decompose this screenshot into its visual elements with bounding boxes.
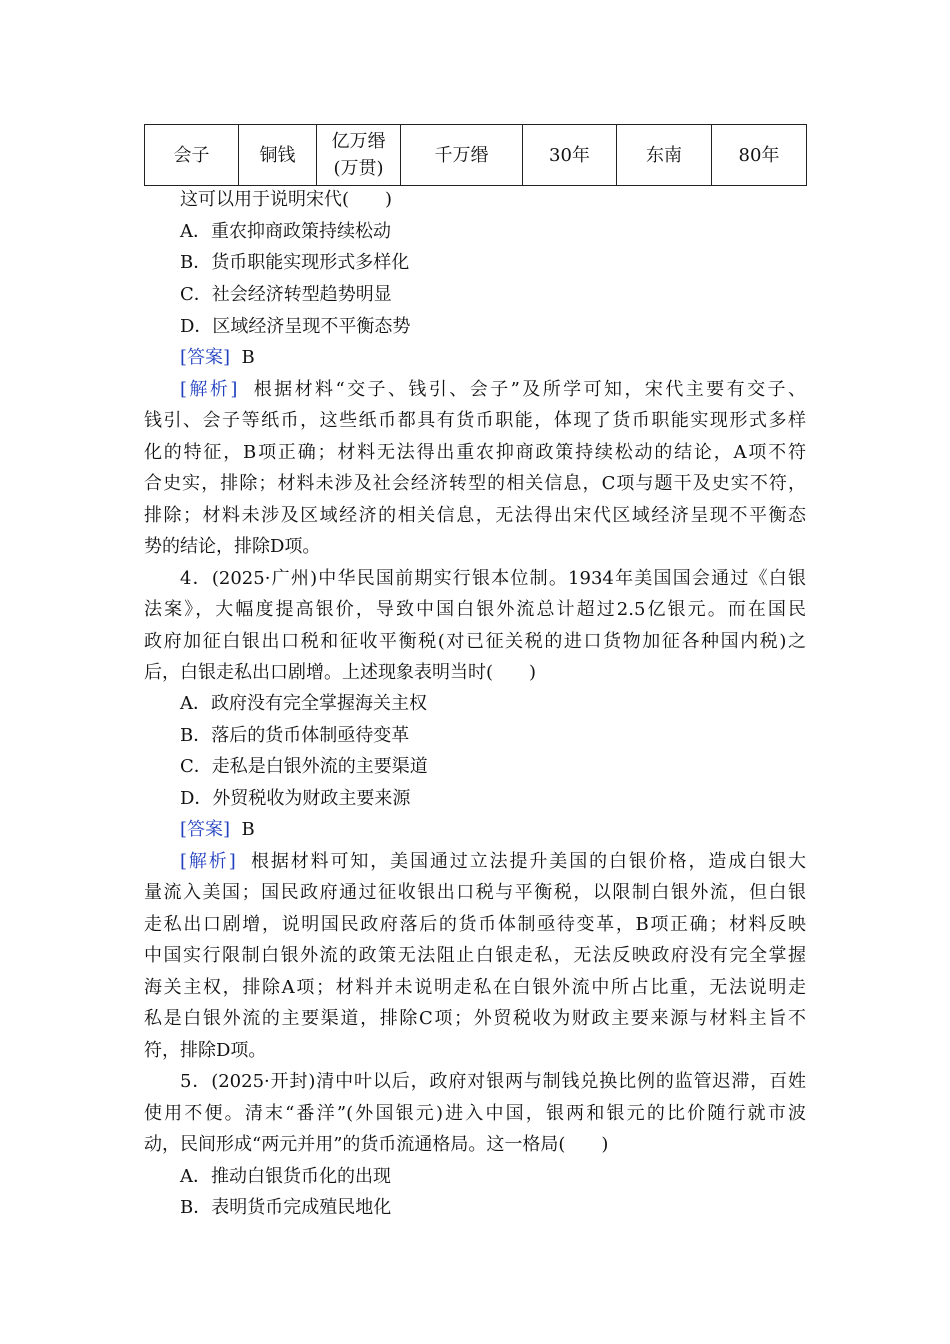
- data-table: [144, 124, 807, 186]
- analysis-line: [180, 374, 806, 405]
- analysis-line: 符，排除D项。: [144, 1040, 267, 1061]
- answer-tag: [答案]: [180, 347, 231, 368]
- table-cell: 会子: [145, 125, 239, 186]
- option-c: C．社会经济转型趋势明显: [180, 284, 392, 305]
- question-stem: 后，白银走私出口剧增。上述现象表明当时( ): [144, 662, 537, 683]
- analysis-line: 中国实行限制白银外流的政策无法阻止白银走私，无法反映政府没有完全掌握: [144, 945, 806, 966]
- analysis-text: 根据材料“交子、钱引、会子”及所学可知，宋代主要有交子、: [253, 379, 806, 400]
- answer-line: [180, 814, 806, 845]
- analysis-line: 私是白银外流的主要渠道，排除C项；外贸税收为财政主要来源与材料主旨不: [144, 1008, 806, 1029]
- option-b: B．货币职能实现形式多样化: [180, 252, 410, 273]
- option-d: D．区域经济呈现不平衡态势: [180, 316, 411, 337]
- analysis-line: 化的特征，B项正确；材料无法得出重农抑商政策持续松动的结论，A项不符: [144, 442, 806, 463]
- table-cell-line: (万贯): [333, 158, 384, 179]
- answer-line: [180, 342, 806, 373]
- question-stem: 法案》，大幅度提高银价，导致中国白银外流总计超过2.5亿银元。而在国民: [144, 599, 806, 620]
- table-cell: 铜钱: [239, 125, 317, 186]
- table-cell: [317, 125, 401, 186]
- table-cell-line: 亿万缗: [331, 131, 386, 152]
- question-stem: 这可以用于说明宋代( ): [180, 189, 393, 210]
- option-b: B．表明货币完成殖民地化: [180, 1197, 392, 1218]
- analysis-line: 排除；材料未涉及区域经济的相关信息，无法得出宋代区域经济呈现不平衡态: [144, 505, 806, 526]
- analysis-line: 海关主权，排除A项；材料并未说明走私在白银外流中所占比重，无法说明走: [144, 977, 806, 998]
- table-cell: 30年: [523, 125, 617, 186]
- question-stem: 5．(2025·开封)清中叶以后，政府对银两与制钱兑换比例的监管迟滞，百姓: [180, 1071, 806, 1092]
- option-b: B．落后的货币体制亟待变革: [180, 725, 410, 746]
- analysis-tag: [解析]: [180, 379, 238, 400]
- option-a: A．推动白银货币化的出现: [180, 1166, 391, 1187]
- analysis-line: 合史实，排除；材料未涉及社会经济转型的相关信息，C项与题干及史实不符，: [144, 473, 806, 494]
- table-cell: 千万缗: [401, 125, 523, 186]
- question-stem: 政府加征白银出口税和征收平衡税(对已征关税的进口货物加征各种国内税)之: [144, 631, 806, 652]
- table-cell: 80年: [712, 125, 807, 186]
- question-stem: 4．(2025·广州)中华民国前期实行银本位制。1934年美国国会通过《白银: [180, 568, 806, 589]
- analysis-line: 走私出口剧增，说明国民政府落后的货币体制亟待变革，B项正确；材料反映: [144, 914, 806, 935]
- analysis-line: [180, 846, 806, 877]
- option-a: A．政府没有完全掌握海关主权: [180, 693, 427, 714]
- table-row: [145, 125, 807, 186]
- analysis-line: 量流入美国；国民政府通过征收银出口税与平衡税，以限制白银外流，但白银: [144, 882, 806, 903]
- option-c: C．走私是白银外流的主要渠道: [180, 756, 428, 777]
- question-stem: 使用不便。清末“番洋”(外国银元)进入中国，银两和银元的比价随行就市波: [144, 1103, 806, 1124]
- option-a: A．重农抑商政策持续松动: [180, 221, 391, 242]
- analysis-line: 钱引、会子等纸币，这些纸币都具有货币职能，体现了货币职能实现形式多样: [144, 410, 806, 431]
- option-d: D．外贸税收为财政主要来源: [180, 788, 411, 809]
- analysis-tag: [解析]: [180, 851, 236, 872]
- answer-tag: [答案]: [180, 819, 231, 840]
- analysis-line: 势的结论，排除D项。: [144, 536, 321, 557]
- question-stem: 动，民间形成“两元并用”的货币流通格局。这一格局( ): [144, 1134, 609, 1155]
- table-cell: 东南: [617, 125, 712, 186]
- analysis-text: 根据材料可知，美国通过立法提升美国的白银价格，造成白银大: [250, 851, 806, 872]
- answer-value: B: [241, 819, 255, 840]
- answer-value: B: [241, 347, 255, 368]
